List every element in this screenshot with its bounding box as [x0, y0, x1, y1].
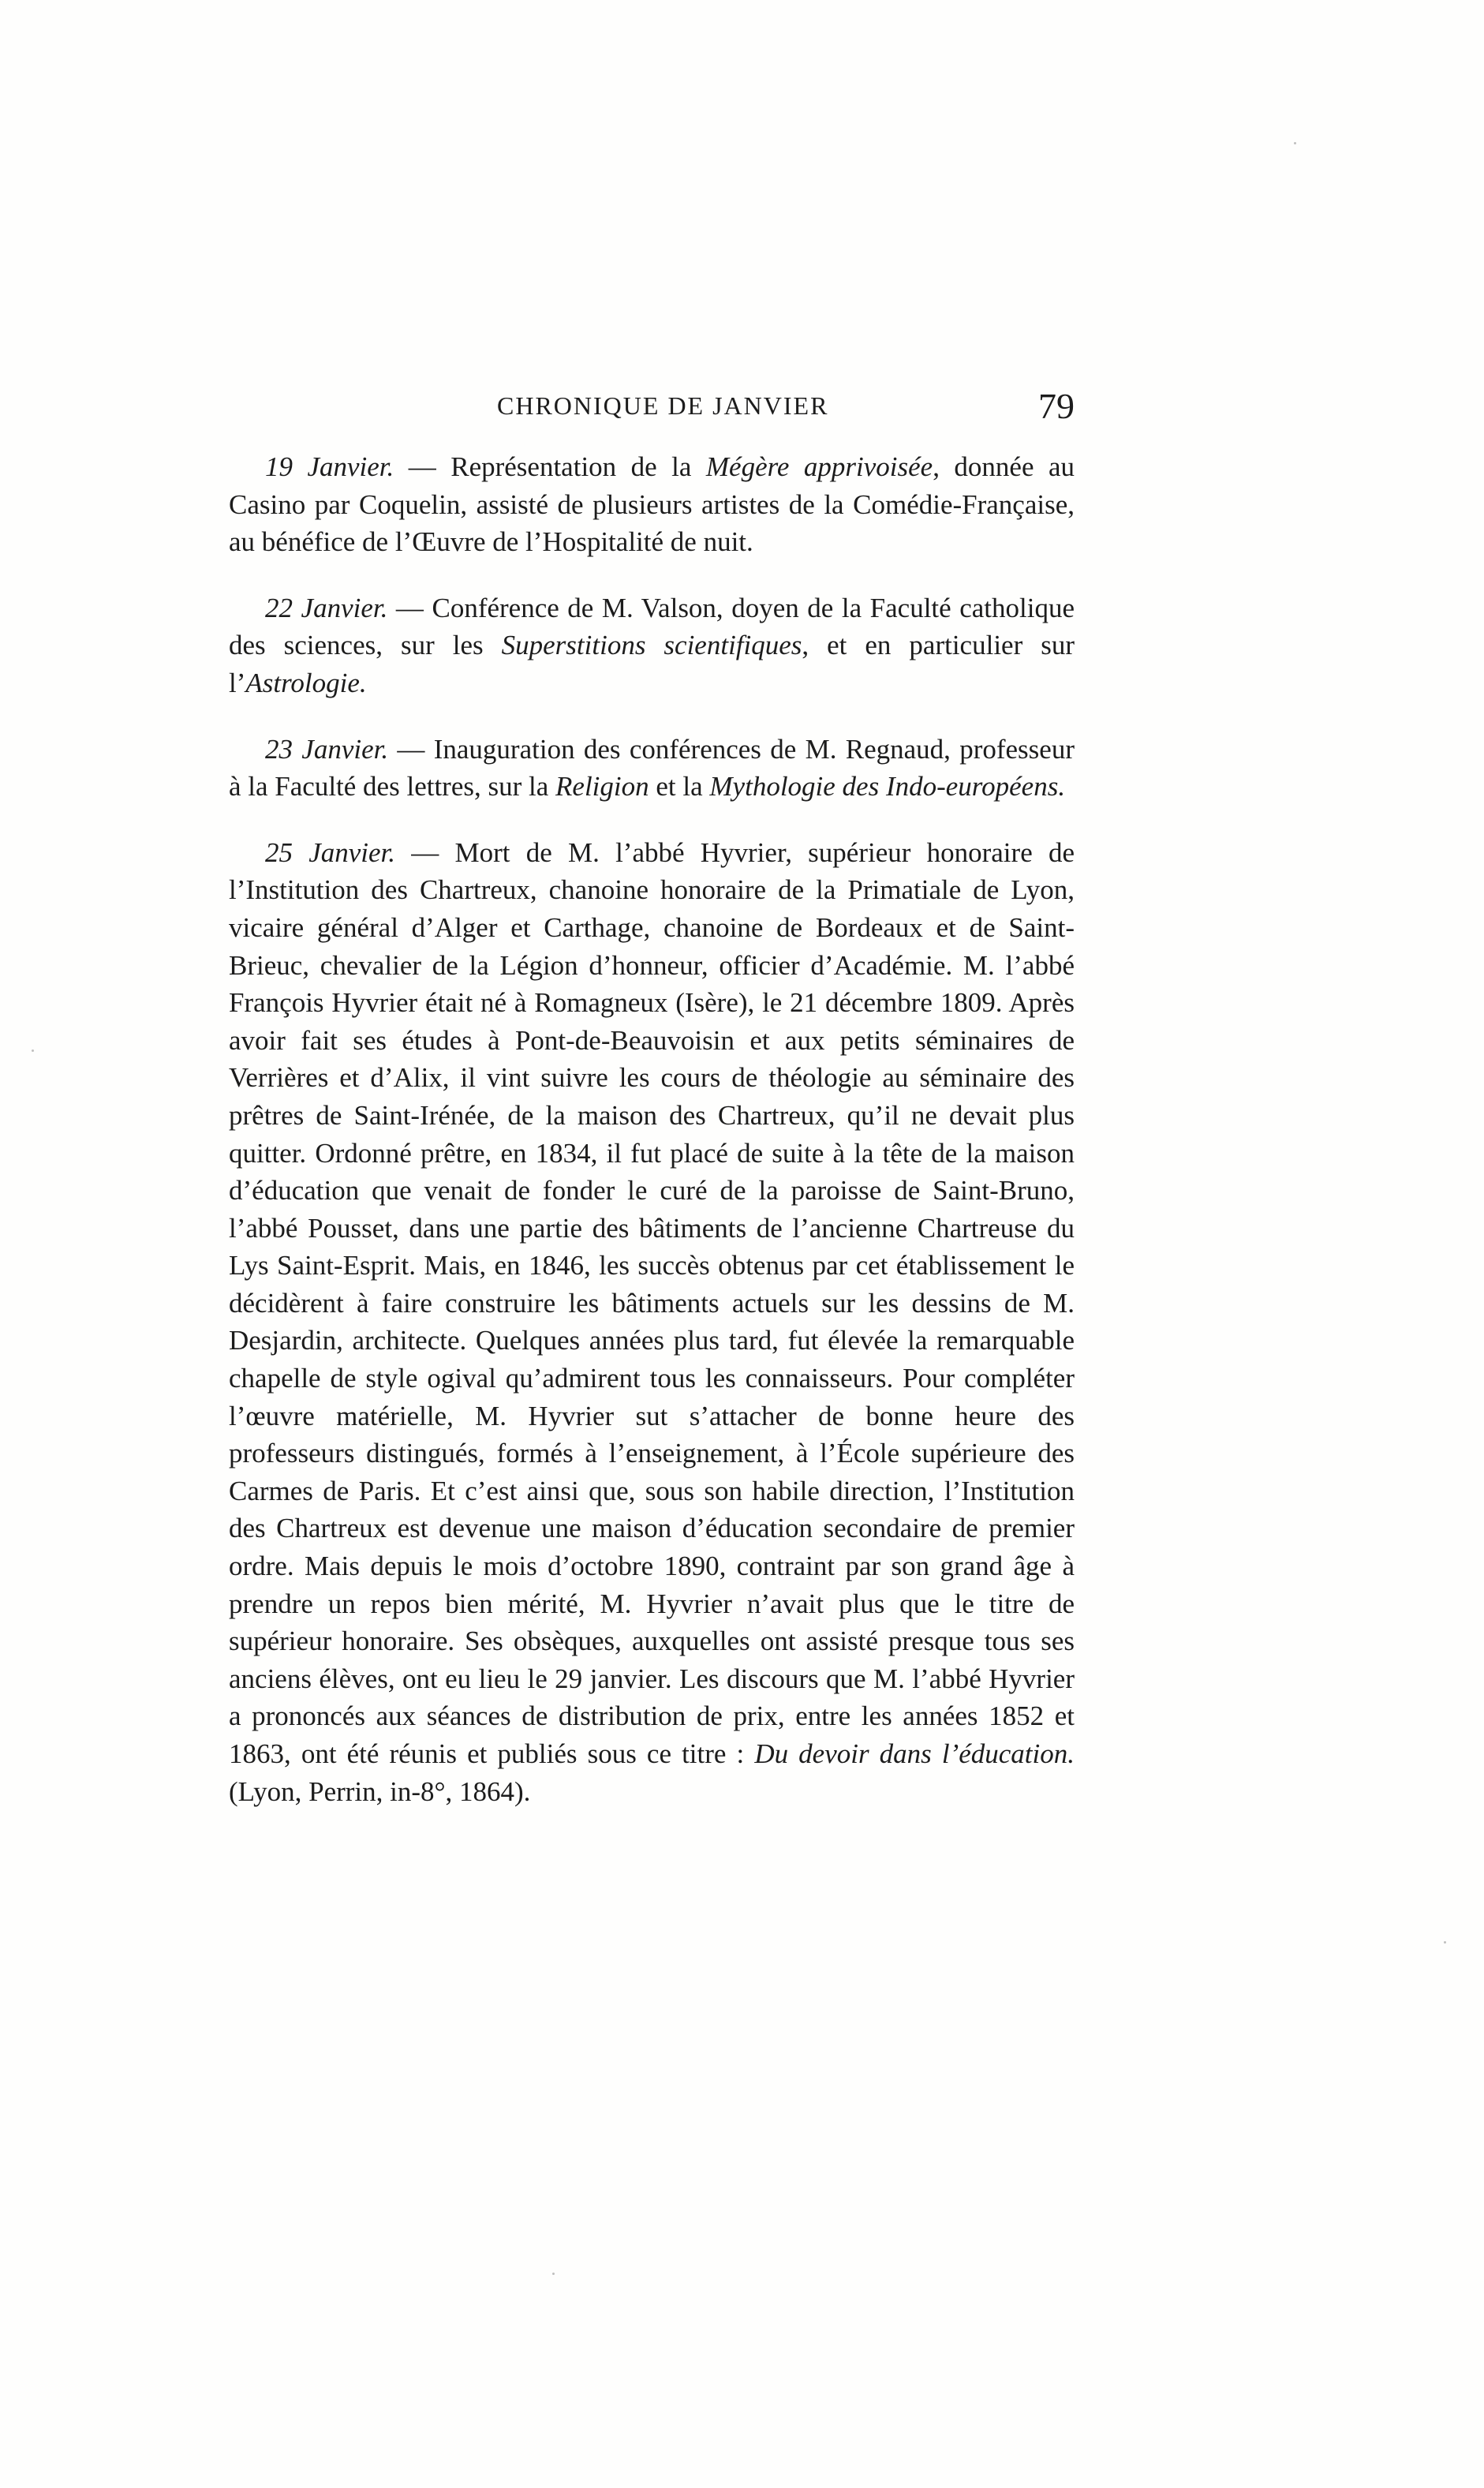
entry-text: Représentation de la — [450, 451, 706, 482]
paper-speck — [1444, 1941, 1446, 1944]
entry-text: (Lyon, Perrin, in-8°, 1864). — [229, 1775, 531, 1807]
entry-dash: — — [387, 592, 432, 623]
lecture-title: Superstitions scientifiques — [501, 630, 802, 661]
entry-date: 19 Janvier. — [265, 451, 394, 482]
entry-date: 22 Janvier. — [265, 592, 388, 623]
page-number: 79 — [1038, 386, 1075, 426]
paper-speck — [552, 2273, 555, 2275]
entry-date: 25 Janvier. — [265, 836, 396, 868]
entry-22-janvier — [229, 589, 1075, 702]
entry-text: et la — [649, 771, 710, 803]
entry-text: Conférence de M. Valson, doyen de la Faculté catholique des sciences, sur les — [229, 592, 1075, 661]
entry-dash: — — [395, 836, 455, 868]
entry-dash: — — [394, 451, 451, 482]
entry-dash: — — [388, 733, 434, 765]
lecture-subject: Religion — [555, 771, 649, 803]
paper-speck — [32, 1049, 34, 1052]
paper-speck — [1294, 142, 1296, 144]
play-title: Mégère apprivoisée — [705, 451, 933, 482]
book-title: Du devoir dans l’éducation. — [754, 1738, 1075, 1769]
entry-25-janvier — [229, 834, 1075, 1810]
entry-19-janvier — [229, 448, 1075, 561]
entry-text: Mort de M. l’abbé Hyvrier, supérieur honoraire de l’Institution des Chartreux, chanoine honoraire de la Primatiale de Lyon, vicaire général d’Alger et Carthage, chanoine de Bordeaux et de Saint-Brieuc, chevalier de la Légion d’honneur, officier d’Académie. M. l’abbé François Hyvrier était né à Romagneux (Isère), le 21 décembre 1809. Après avoir fait ses études à Pont-de-Beauvoisin et aux petits séminaires de Verrières et d’Alix, il vint suivre les cours de théologie au séminaire des prêtres de Saint-Irénée, de la maison des Chartreux, qu’il ne devait plus quitter. Ordonné prêtre, en 1834, il fut placé de suite à la tête de la maison d’éducation que venait de fonder le curé de la paroisse de Saint-Bruno, l’abbé Pousset, dans une partie des bâtiments de l’ancienne Chartreuse du Lys Saint-Esprit. Mais, en 1846, les succès obtenus par cet établissement le décidèrent à faire construire les bâtiments actuels sur les dessins de M. Desjardin, architecte. Quelques années plus tard, fut élevée la remarquable chapelle de style ogival qu’admirent tous les connaisseurs. Pour compléter l’œuvre matérielle, M. Hyvrier sut s’attacher de bonne heure des professeurs distingués, formés à l’enseignement, à l’École supérieure des Carmes de Paris. Et c’est ainsi que, sous son habile direction, l’Institution des Chartreux est devenue une maison d’éducation secondaire de premier ordre. Mais depuis le mois d’octobre 1890, contraint par son grand âge à prendre un repos bien mérité, M. Hyvrier n’avait plus que le titre de supérieur honoraire. Ses obsèques, auxquelles ont assisté presque tous ses anciens élèves, ont eu lieu le 29 janvier. Les discours que M. l’abbé Hyvrier a prononcés aux séances de distribution de prix, entre les années 1852 et 1863, ont été réunis et publiés sous ce titre : — [229, 836, 1075, 1769]
entry-23-janvier — [229, 731, 1075, 806]
entry-text: Inauguration des conférences de M. Regnaud, professeur à la Faculté des lettres, sur la — [229, 733, 1075, 803]
entry-text: , et en particulier sur l’ — [229, 630, 1075, 698]
page-header — [229, 385, 1075, 432]
lecture-subject: Mythologie des Indo-européens. — [709, 771, 1066, 803]
entry-text: , donnée au Casino par Coquelin, assisté de plusieurs artistes de la Comédie-Française, au bénéfice de l’Œuvre de l’Hospitalité de nuit. — [229, 451, 1075, 558]
chronicle-text — [229, 448, 1075, 1810]
entry-date: 23 Janvier. — [265, 733, 389, 765]
running-title: CHRONIQUE DE JANVIER — [497, 391, 829, 420]
lecture-subject: Astrologie. — [245, 667, 367, 698]
